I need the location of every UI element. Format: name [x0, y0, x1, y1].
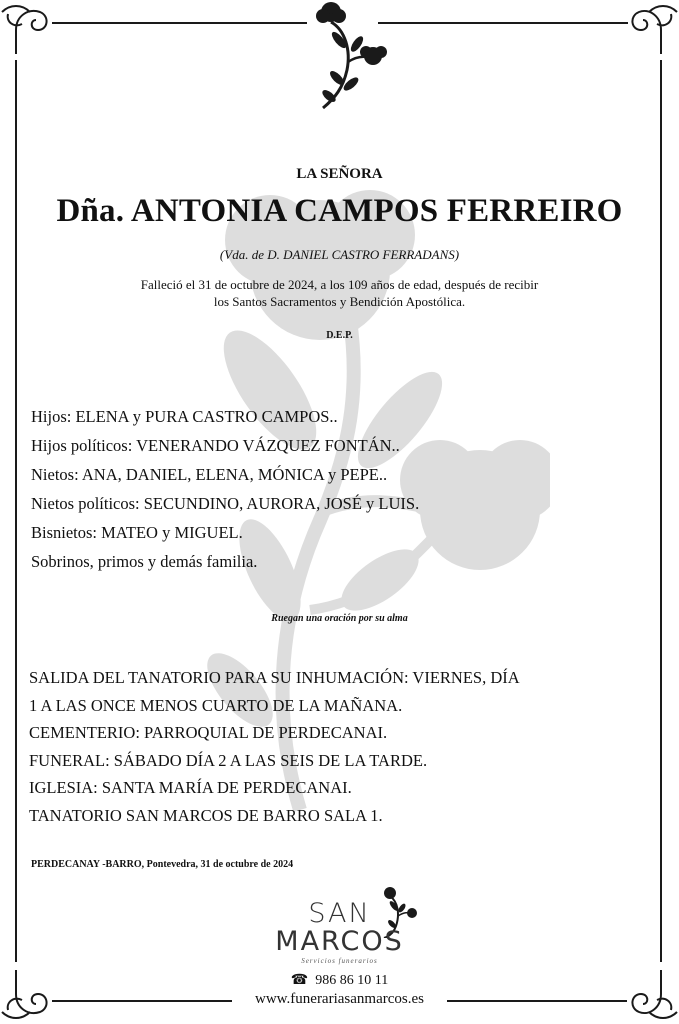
logo-san: SAN: [308, 898, 371, 929]
family-line: Sobrinos, primos y demás familia.: [31, 552, 258, 571]
corner-ornament-top-right: [625, 0, 679, 54]
phone-row: [0, 972, 679, 989]
service-line: CEMENTERIO: PARROQUIAL DE PERDECANAI.: [29, 723, 388, 742]
family-line: Nietos: ANA, DANIEL, ELENA, MÓNICA y PEPE..: [31, 465, 388, 484]
service-line: TANATORIO SAN MARCOS DE BARRO SALA 1.: [29, 805, 383, 825]
death-notice: [0, 276, 679, 310]
family-list: [31, 402, 419, 576]
corner-ornament-top-left: [0, 0, 54, 54]
flower-icon: [305, 0, 395, 112]
frame-top-left: [52, 22, 307, 24]
family-line: Nietos políticos: SECUNDINO, AURORA, JOSÉ y LUIS.: [31, 494, 420, 513]
family-line: Hijos: ELENA y PURA CASTRO CAMPOS..: [31, 407, 338, 426]
prayer-request: Ruegan una oración por su alma: [271, 613, 408, 624]
logo-tagline: Servicios funerarios: [301, 957, 378, 965]
phone-number: 986 86 10 11: [315, 973, 389, 988]
website: www.funerariasanmarcos.es: [255, 991, 424, 1007]
family-line: Bisnietos: MATEO y MIGUEL.: [31, 523, 243, 542]
frame-top-right: [378, 22, 628, 24]
honorific-heading: LA SEÑORA: [296, 166, 383, 182]
service-line: FUNERAL: SÁBADO DÍA 2 A LAS SEIS DE LA TARDE.: [29, 750, 428, 770]
dep: D.E.P.: [326, 330, 353, 341]
service-line: SALIDA DEL TANATORIO PARA SU INHUMACIÓN: VIERNES, DÍA: [29, 668, 520, 687]
place-and-date: PERDECANAY -BARRO, Pontevedra, 31 de octubre de 2024: [31, 859, 294, 870]
service-line: IGLESIA: SANTA MARÍA DE PERDECANAI.: [29, 778, 352, 797]
family-line: Hijos políticos: VENERANDO VÁZQUEZ FONTÁN..: [31, 436, 400, 455]
widow-of: (Vda. de D. DANIEL CASTRO FERRADANS): [219, 247, 460, 262]
death-notice-line2: los Santos Sacramentos y Bendición Apostólica.: [213, 294, 466, 309]
service-details: [29, 664, 520, 829]
deceased-name: Dña. ANTONIA CAMPOS FERREIRO: [56, 193, 623, 229]
death-notice-line1: Falleció el 31 de octubre de 2024, a los 109 años de edad, después de recibir: [140, 277, 539, 292]
service-line: 1 A LAS ONCE MENOS CUARTO DE LA MAÑANA.: [29, 695, 403, 715]
logo-marcos: MARCOS: [275, 926, 404, 957]
telephone-icon: ☎: [290, 973, 316, 988]
